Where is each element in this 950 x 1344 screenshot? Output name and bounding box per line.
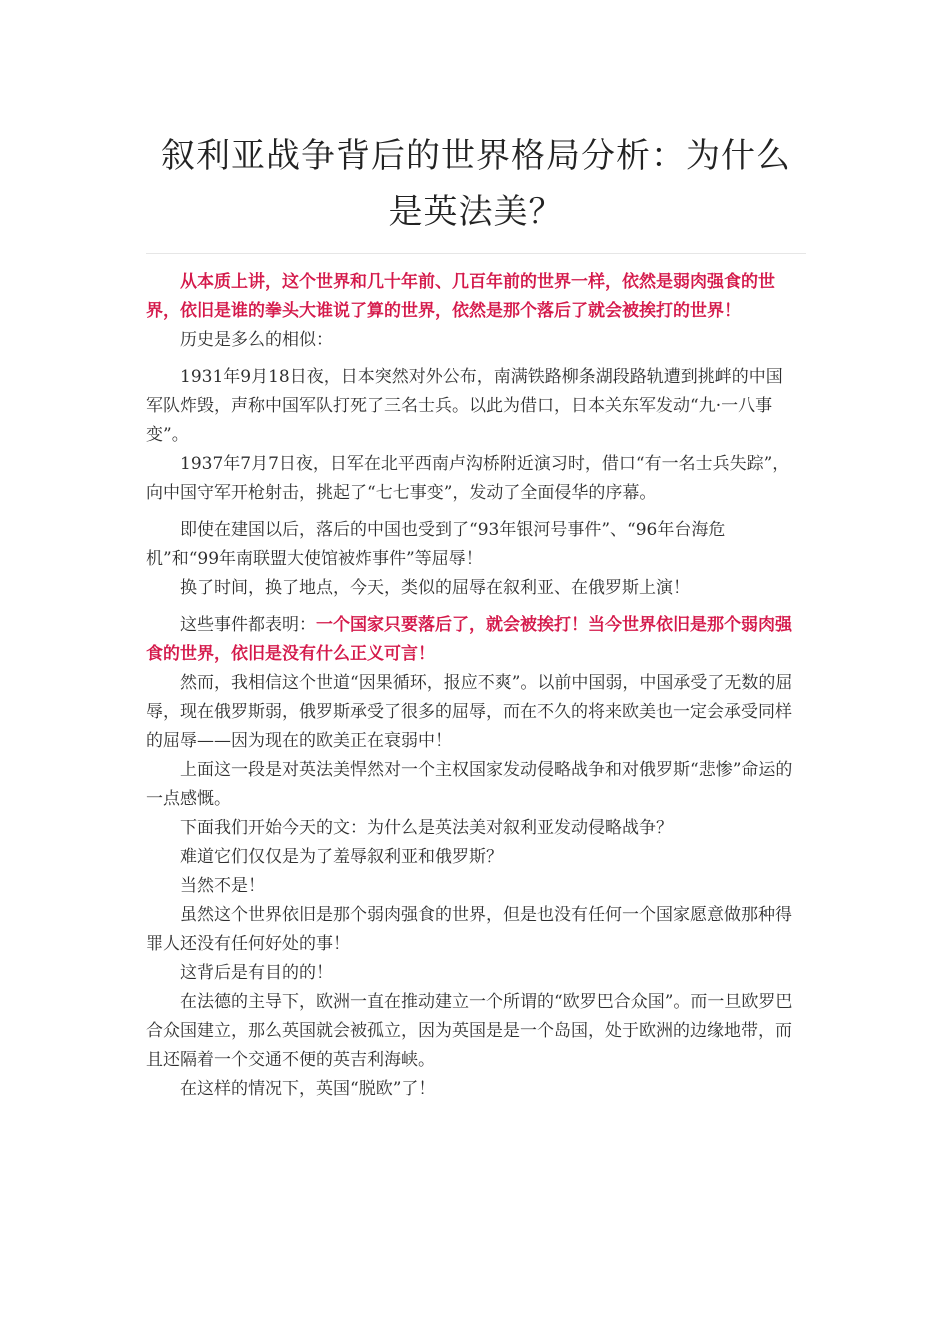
paragraph-brexit: 在这样的情况下，英国“脱欧”了！ bbox=[180, 1079, 436, 1099]
paragraph-history-intro: 历史是多么的相似： bbox=[180, 330, 333, 350]
paragraph-karma: 然而，我相信这个世道“因果循环，报应不爽”。以前中国弱，中国承受了无数的屈辱，现在俄罗斯弱，俄罗斯承受了很多的屈辱，而在不久的将来欧美也一定会承受同样的屈辱——因为现在的欧美正在衰弱中！ bbox=[146, 673, 793, 751]
article-title-line-1: 叙利亚战争背后的世界格局分析：为什么 bbox=[161, 136, 791, 176]
paragraph-918-incident: 1931年9月18日夜，日本突然对外公布，南满铁路柳条湖段路轨遭到挑衅的中国军队炸毁，声称中国军队打死了三名士兵。以此为借口，日本关东军发动“九·一八事变”。 bbox=[146, 367, 783, 445]
paragraph-events-show-prefix: 这些事件都表明： bbox=[180, 615, 316, 635]
article-body bbox=[146, 268, 796, 1104]
paragraph-events-show-highlight: 一个国家只要落后了，就会被挨打！当今世界依旧是那个弱肉强食的世界，依旧是没有什么正义可言！ bbox=[146, 615, 792, 664]
paragraph-of-course-not: 当然不是！ bbox=[180, 876, 265, 896]
paragraph-syria-russia: 换了时间，换了地点，今天，类似的屈辱在叙利亚、在俄罗斯上演！ bbox=[180, 578, 690, 598]
article-title bbox=[146, 128, 806, 240]
lead-paragraph: 从本质上讲，这个世界和几十年前、几百年前的世界一样，依然是弱肉强食的世界，依旧是谁的拳头大谁说了算的世界，依然是那个落后了就会被挨打的世界！ bbox=[146, 272, 775, 321]
paragraph-humiliate-question: 难道它们仅仅是为了羞辱叙利亚和俄罗斯？ bbox=[180, 847, 503, 867]
paragraph-no-country-willing: 虽然这个世界依旧是那个弱肉强食的世界，但是也没有任何一个国家愿意做那种得罪人还没有任何好处的事！ bbox=[146, 905, 792, 954]
paragraph-topic-question: 下面我们开始今天的文：为什么是英法美对叙利亚发动侵略战争？ bbox=[180, 818, 673, 838]
paragraph-post-founding-humiliations: 即使在建国以后，落后的中国也受到了“93年银河号事件”、“96年台海危机”和“99年南联盟大使馆被炸事件”等屈辱！ bbox=[146, 520, 726, 569]
paragraph-has-purpose: 这背后是有目的的！ bbox=[180, 963, 333, 983]
title-divider bbox=[146, 253, 806, 254]
paragraph-reflection: 上面这一段是对英法美悍然对一个主权国家发动侵略战争和对俄罗斯“悲惨”命运的一点感慨。 bbox=[146, 760, 793, 809]
paragraph-united-states-of-europe: 在法德的主导下，欧洲一直在推动建立一个所谓的“欧罗巴合众国”。而一旦欧罗巴合众国建立，那么英国就会被孤立，因为英国是是一个岛国，处于欧洲的边缘地带，而且还隔着一个交通不便的英吉利海峡。 bbox=[146, 992, 793, 1070]
paragraph-77-incident: 1937年7月7日夜，日军在北平西南卢沟桥附近演习时，借口“有一名士兵失踪”，向中国守军开枪射击，挑起了“七七事变”，发动了全面侵华的序幕。 bbox=[146, 454, 790, 503]
article-title-line-2: 是英法美？ bbox=[388, 192, 564, 232]
paragraph-events-show bbox=[146, 611, 796, 669]
